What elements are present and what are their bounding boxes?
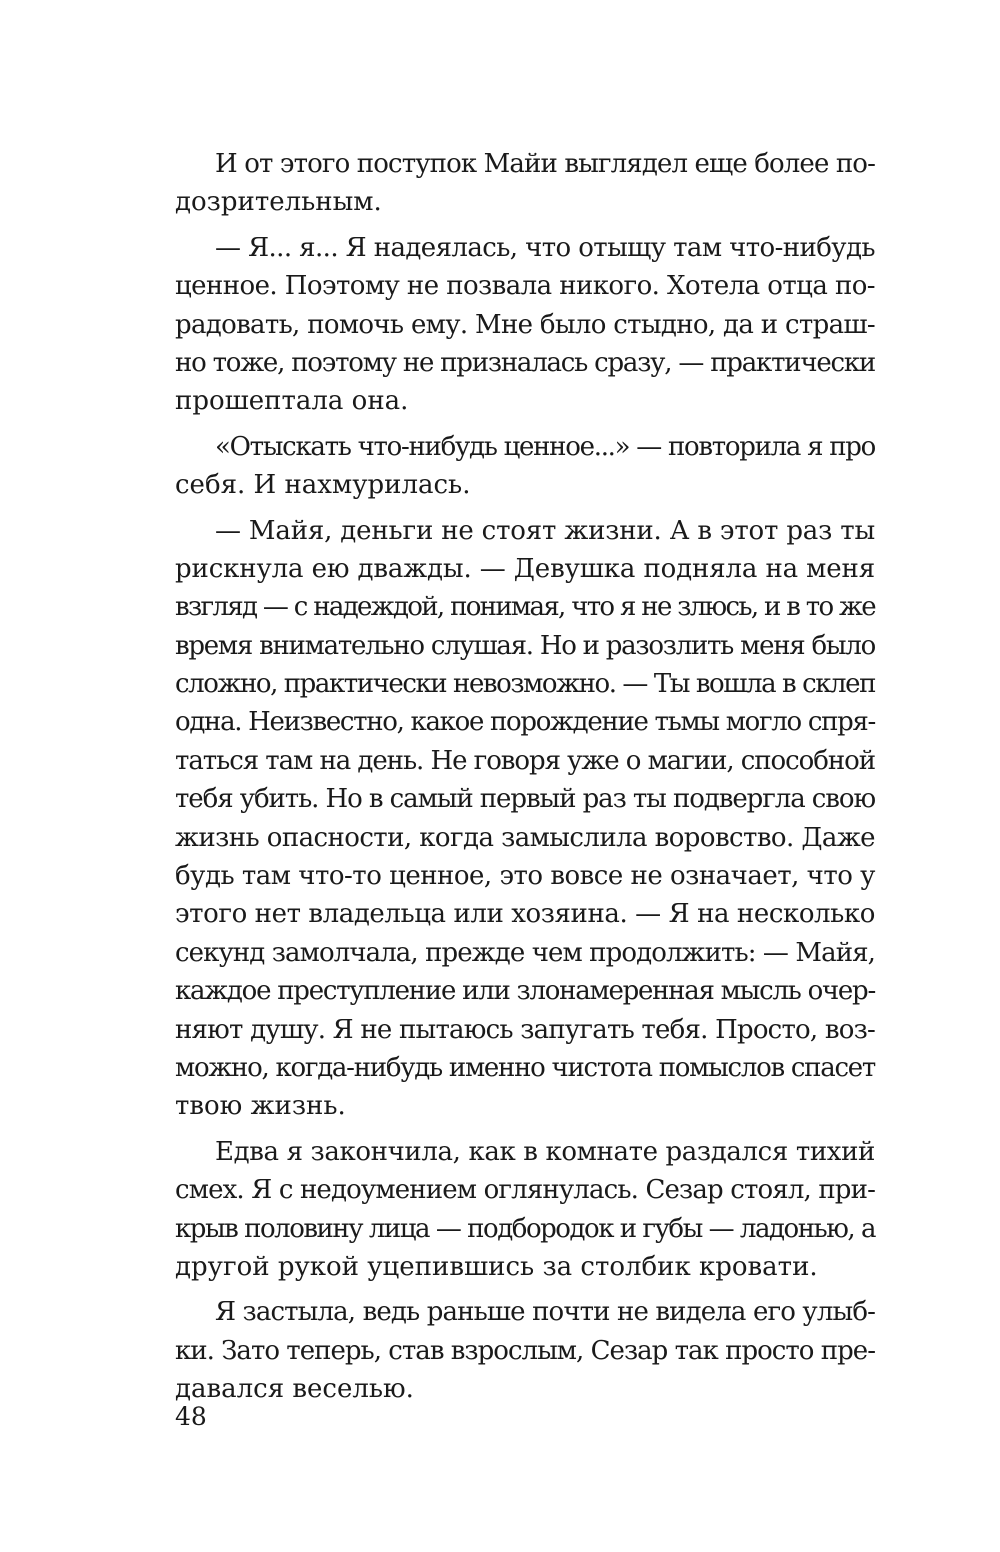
text-line: давался веселью. — [175, 1374, 414, 1405]
text-line: Я застыла, ведь раньше почти не видела его улыб- — [215, 1297, 876, 1328]
text-line: будь там что-то ценное, это вовсе не означает, что у — [175, 861, 875, 892]
text-line: жизнь опасности, когда замыслила воровство. Даже — [175, 822, 875, 853]
text-line: «Отыскать что-нибудь ценное...» — повторила я про — [215, 431, 875, 462]
text-line: прошептала она. — [175, 386, 409, 417]
text-line: рискнула ею дважды. — Девушка подняла на меня — [175, 553, 876, 584]
text-line: себя. И нахмурилась. — [175, 470, 471, 501]
text-line: И от этого поступок Майи выглядел еще более по- — [215, 149, 876, 179]
text-line: но тоже, поэтому не призналась сразу, — практически — [175, 347, 875, 378]
text-line: этого нет владельца или хозяина. — Я на несколько — [175, 899, 875, 930]
text-line: ценное. Поэтому не позвала никого. Хотела отца по- — [175, 271, 875, 302]
text-line: няют душу. Я не пытаюсь запугать тебя. Просто, воз- — [175, 1014, 876, 1045]
body-text — [175, 145, 875, 1409]
text-line: другой рукой уцепившись за столбик кровати. — [175, 1251, 818, 1282]
text-line: Едва я закончила, как в комнате раздался тихий — [215, 1136, 876, 1167]
text-line: тебя убить. Но в самый первый раз ты подвергла свою — [175, 784, 876, 815]
text-line: смех. Я с недоумением оглянулась. Сезар стоял, при- — [175, 1175, 876, 1206]
text-line: дозрительным. — [175, 187, 382, 218]
text-line: твою жизнь. — [175, 1091, 346, 1122]
text-line: радовать, помочь ему. Мне было стыдно, да и страш- — [175, 309, 875, 340]
text-line: — Майя, деньги не стоят жизни. А в этот раз ты — [215, 515, 875, 546]
text-line: взгляд — с надеждой, понимая, что я не злюсь, и в то же — [175, 592, 875, 623]
text-line: каждое преступление или злонамеренная мысль очер- — [175, 976, 875, 1007]
text-line: время внимательно слушая. Но и разозлить меня было — [175, 630, 875, 661]
text-line: секунд замолчала, прежде чем продолжить: — Майя, — [175, 937, 875, 968]
text-line: — Я... я... Я надеялась, что отыщу там что-нибудь — [215, 232, 875, 263]
text-line: сложно, практически невозможно. — Ты вошла в склеп — [175, 669, 875, 700]
text-line: одна. Неизвестно, какое порождение тьмы могло спря- — [175, 707, 876, 738]
text-line: можно, когда-нибудь именно чистота помыслов спасет — [175, 1052, 876, 1083]
text-line: таться там на день. Не говоря уже о магии, способной — [175, 745, 876, 776]
text-line: ки. Зато теперь, став взрослым, Сезар так просто пре- — [175, 1335, 875, 1366]
page-number: 48 — [175, 1402, 207, 1431]
text-line: крыв половину лица — подбородок и губы — ладонью, а — [175, 1213, 876, 1244]
